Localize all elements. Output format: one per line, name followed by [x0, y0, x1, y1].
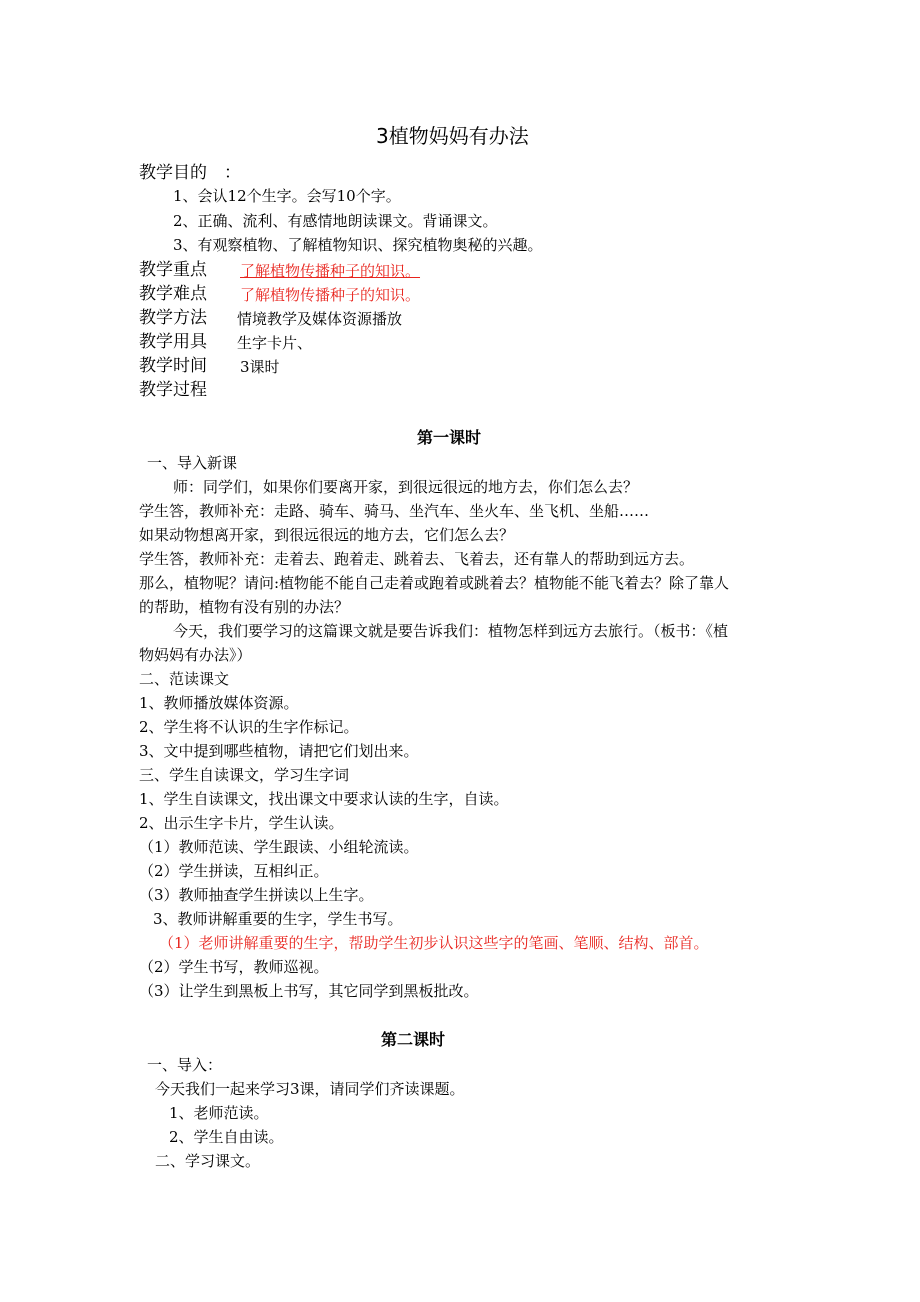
lesson1-line: （1）教师范读、学生跟读、小组轮流读。 [139, 838, 419, 856]
lesson1-line: 学生答，教师补充：走路、骑车、骑马、坐汽车、坐火车、坐飞机、坐船…… [139, 502, 650, 520]
time-value: 3课时 [240, 358, 280, 376]
lesson1-line-emphasis: （1）老师讲解重要的生字，帮助学生初步认识这些字的笔画、笔顺、结构、部首。 [159, 934, 709, 952]
lesson1-line: 物妈妈有办法》） [139, 646, 252, 664]
lesson2-line: 二、学习课文。 [155, 1152, 261, 1170]
difficulty-label: 教学难点 [139, 284, 207, 304]
lesson1-line: 如果动物想离开家，到很远很远的地方去，它们怎么去？ [139, 526, 515, 544]
lesson1-line: （3）教师抽查学生拼读以上生字。 [139, 886, 374, 904]
tools-label: 教学用具 [139, 332, 207, 352]
lesson1-line: （2）学生书写，教师巡视。 [139, 958, 329, 976]
lesson1-heading: 第一课时 [417, 428, 482, 447]
focus-label: 教学重点 [139, 260, 207, 280]
lesson2-line: 1、老师范读。 [169, 1104, 269, 1122]
lesson1-line: 一、导入新课 [147, 454, 238, 472]
objective-item: 2、正确、流利、有感情地朗读课文。背诵课文。 [173, 212, 498, 230]
page-title: 3植物妈妈有办法 [376, 124, 529, 148]
lesson1-line: 师：同学们，如果你们要离开家，到很远很远的地方去，你们怎么去？ [173, 478, 639, 496]
lesson2-line: 今天我们一起来学习3课，请同学们齐读课题。 [155, 1080, 465, 1098]
focus-value: 了解植物传播种子的知识。 [240, 262, 421, 280]
method-value: 情境教学及媒体资源播放 [237, 310, 403, 328]
tools-value: 生字卡片、 [237, 334, 313, 352]
lesson2-heading: 第二课时 [381, 1030, 446, 1049]
lesson1-line: 二、范读课文 [139, 670, 230, 688]
lesson2-line: 2、学生自由读。 [169, 1128, 284, 1146]
lesson1-line: 3、教师讲解重要的生字，学生书写。 [153, 910, 403, 928]
lesson1-line: 的帮助，植物有没有别的办法？ [139, 598, 350, 616]
objective-label: 教学目的 ： [139, 163, 241, 183]
lesson1-line: 2、出示生字卡片，学生认读。 [139, 814, 344, 832]
lesson2-line: 一、导入： [147, 1056, 223, 1074]
method-label: 教学方法 [139, 308, 207, 328]
lesson1-line: 2、学生将不认识的生字作标记。 [139, 718, 359, 736]
lesson1-line: 今天，我们要学习的这篇课文就是要告诉我们：植物怎样到远方去旅行。（板书：《植 [173, 622, 729, 640]
objective-item: 3、有观察植物、了解植物知识、探究植物奥秘的兴趣。 [173, 236, 543, 254]
lesson1-line: 1、教师播放媒体资源。 [139, 694, 299, 712]
difficulty-value: 了解植物传播种子的知识。 [240, 286, 421, 304]
lesson1-line: 1、学生自读课文，找出课文中要求认读的生字，自读。 [139, 790, 509, 808]
lesson1-line: 学生答，教师补充：走着去、跑着走、跳着去、飞着去，还有靠人的帮助到远方去。 [139, 550, 695, 568]
lesson1-line: （2）学生拼读，互相纠正。 [139, 862, 329, 880]
lesson1-line: 三、学生自读课文，学习生字词 [139, 766, 350, 784]
lesson1-line: （3）让学生到黑板上书写，其它同学到黑板批改。 [139, 982, 479, 1000]
lesson1-line: 3、文中提到哪些植物，请把它们划出来。 [139, 742, 419, 760]
process-label: 教学过程 [139, 380, 207, 400]
lesson1-line: 那么，植物呢？请问:植物能不能自己走着或跑着或跳着去？植物能不能飞着去？除了靠人 [139, 574, 730, 592]
objective-item: 1、会认12个生字。会写10个字。 [173, 187, 401, 205]
time-label: 教学时间 [139, 356, 207, 376]
